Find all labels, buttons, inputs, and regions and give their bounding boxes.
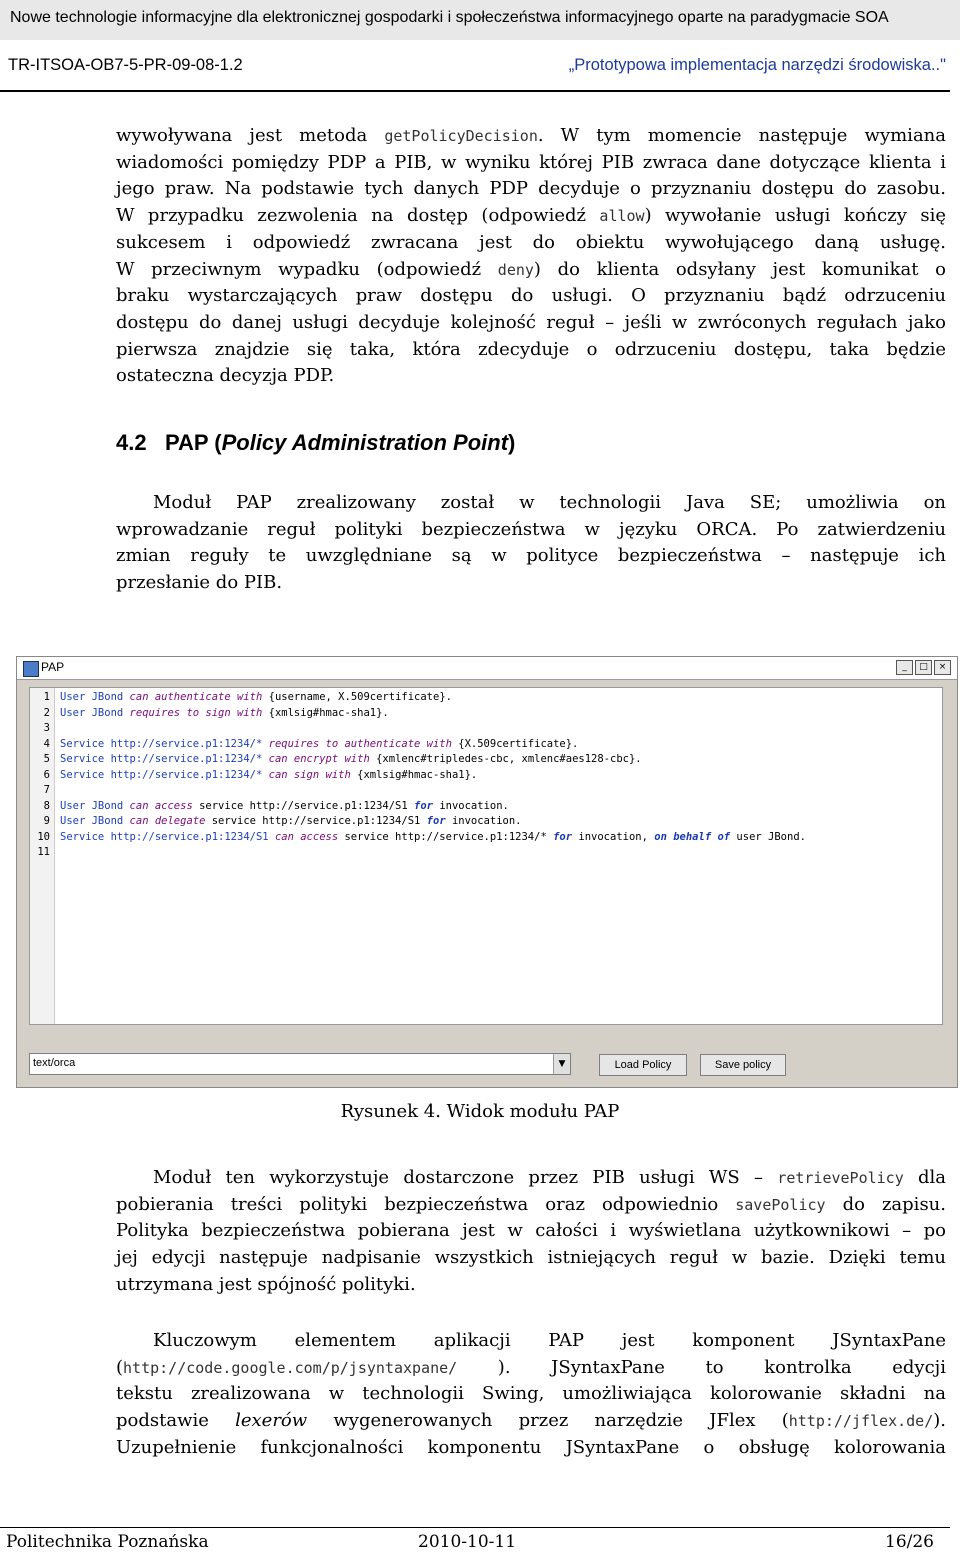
- link-jsyntaxpane[interactable]: http://code.google.com/p/jsyntaxpane/: [123, 1358, 458, 1377]
- code-line: User JBond can authenticate with {username, X.509certificate}.: [60, 691, 452, 703]
- maximize-icon[interactable]: □: [915, 660, 932, 675]
- code-line: Service http://service.p1:1234/S1 can access service http://service.p1:1234/* for invocation, on behalf of user JBond.: [60, 830, 806, 843]
- line-number: 4: [43, 737, 50, 750]
- policy-editor[interactable]: [29, 687, 943, 1025]
- line-number: 11: [37, 846, 50, 858]
- code-line: User JBond can access service http://service.p1:1234/S1 for invocation.: [60, 799, 509, 812]
- code-line: Service http://service.p1:1234/* can encrypt with {xmlenc#tripledes-cbc, xmlenc#aes128-cbc}.: [60, 753, 642, 765]
- app-icon: [23, 661, 39, 677]
- minimize-icon[interactable]: _: [896, 660, 913, 675]
- section-heading: 4.2 PAP (Policy Administration Point): [116, 430, 516, 455]
- line-number: 1: [43, 691, 50, 703]
- paragraph-pap-intro: Moduł PAP zrealizowany został w technologii Java SE; umożliwia on wprowadzanie reguł polityki bezpieczeństwa w języku ORCA. Po zatwierdzeniu zmian reguły te uwzględniane są w polityce bezpieczeństwa – następuje ich przesłanie do PIB.: [116, 492, 946, 594]
- line-number: 3: [43, 722, 50, 734]
- header-divider: [0, 90, 950, 92]
- header-doc-id: TR-ITSOA-OB7-5-PR-09-08-1.2: [8, 56, 243, 74]
- footer-divider: [0, 1527, 950, 1528]
- line-number: 9: [43, 815, 50, 827]
- line-number: 2: [43, 706, 50, 719]
- line-number: 7: [43, 784, 50, 796]
- code-line: User JBond requires to sign with {xmlsig#hmac-sha1}.: [60, 706, 389, 719]
- load-policy-button[interactable]: Load Policy: [599, 1054, 687, 1076]
- line-number: 5: [43, 753, 50, 765]
- link-jflex[interactable]: http://jflex.de/: [788, 1412, 934, 1431]
- figure-caption: Rysunek 4. Widok modułu PAP: [340, 1101, 620, 1122]
- paragraph-pdp-decision: wywoływana jest metoda getPolicyDecision. W tym momencie następuje wymiana wiadomości pomiędzy PDP a PIB, w wyniku której PIB zwraca dane dotyczące klienta i jego praw. Na podstawie tych danych PDP decyduje o przyznaniu dostępu do zasobu. W przypadku zezwolenia na dostęp (odpowiedź allow) wywołanie usługi kończy się sukcesem i odpowiedź zwracana jest do obiektu wywołującego daną usługę. W przeciwnym wypadku (odpowiedź deny) do klienta odsyłany jest komunikat o braku wystarczających praw dostępu do usługi. O przyznaniu bądź odrzuceniu dostępu do danej usługi decyduje kolejność reguł – jeśli w zwróconych regułach jako pierwsza znajdzie się taka, która zdecyduje o odrzuceniu dostępu, taka będzie ostateczna decyzja PDP.: [116, 125, 946, 387]
- header-doc-title: „Prototypowa implementacja narzędzi środowiska..": [568, 56, 946, 74]
- code-line: Service http://service.p1:1234/* requires to authenticate with {X.509certificate}.: [60, 737, 579, 750]
- code-line: Service http://service.p1:1234/* can sign with {xmlsig#hmac-sha1}.: [60, 768, 478, 781]
- chevron-down-icon[interactable]: ▼: [553, 1054, 570, 1074]
- footer-institution: Politechnika Poznańska: [6, 1532, 209, 1552]
- save-policy-button[interactable]: Save policy: [700, 1054, 786, 1076]
- paragraph-ws-services: Moduł ten wykorzystuje dostarczone przez PIB usługi WS – retrievePolicy dla pobierania treści polityki bezpieczeństwa oraz odpowiednio savePolicy do zapisu. Polityka bezpieczeństwa pobierana jest w całości i wyświetlana użytkownikowi – po jej edycji następuje nadpisanie wszystkich istniejących reguł w bazie. Dzięki temu utrzymana jest spójność polityki.: [116, 1167, 947, 1295]
- code-deny: deny: [497, 260, 534, 279]
- syntax-type-value: text/orca: [33, 1057, 76, 1069]
- close-icon[interactable]: ×: [934, 660, 951, 675]
- code-line: User JBond can delegate service http://service.p1:1234/S1 for invocation.: [60, 815, 522, 827]
- window-titlebar: [17, 657, 957, 680]
- line-number: 10: [37, 830, 50, 843]
- line-number: 8: [43, 799, 50, 812]
- code-retrievepolicy: retrievePolicy: [777, 1169, 904, 1187]
- pap-window: [16, 656, 958, 1088]
- footer-page-number: 16/26: [885, 1532, 934, 1552]
- code-allow: allow: [599, 207, 645, 226]
- line-number-gutter: [30, 688, 55, 1024]
- code-savepolicy: savePolicy: [735, 1195, 826, 1214]
- syntax-type-select[interactable]: [29, 1053, 571, 1075]
- line-number: 6: [43, 768, 50, 781]
- code-getpolicydecision: getPolicyDecision: [384, 127, 538, 145]
- paragraph-jsyntaxpane: Kluczowym elementem aplikacji PAP jest komponent JSyntaxPane (http://code.google.com/p/jsyntaxpane/ ). JSyntaxPane to kontrolka edycji tekstu zrealizowana w technologii Swing, umożliwiająca kolorowanie składni na podstawie lexerów wygenerowanych przez narzędzie JFlex (http://jflex.de/). Uzupełnienie funkcjonalności komponentu JSyntaxPane o obsługę kolorowania: [116, 1330, 946, 1458]
- header-project-title: Nowe technologie informacyjne dla elektronicznej gospodarki i społeczeństwa informacyjnego oparte na paradygmacie SOA: [10, 9, 889, 26]
- footer-date: 2010-10-11: [418, 1532, 517, 1552]
- window-title: PAP: [41, 660, 65, 674]
